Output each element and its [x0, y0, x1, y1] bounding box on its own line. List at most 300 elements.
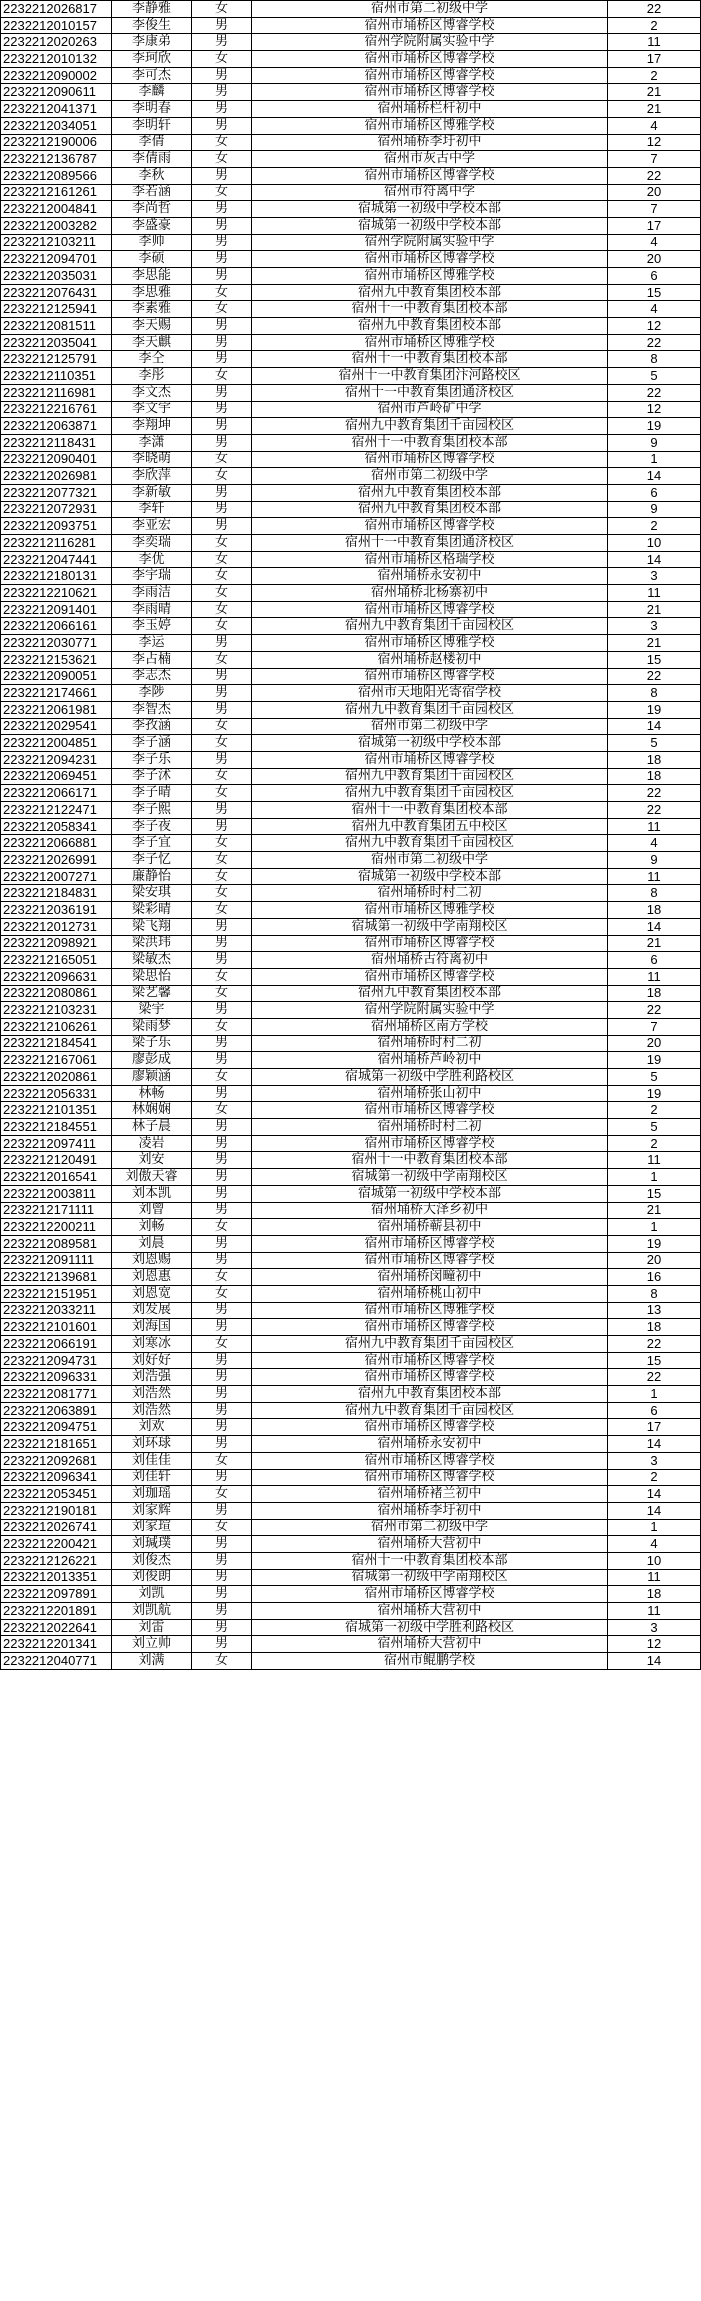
student-name-cell: 李明轩 — [112, 117, 192, 134]
class-number-cell: 1 — [608, 1519, 701, 1536]
school-cell: 宿州十一中教育集团汴河路校区 — [252, 368, 608, 385]
student-id-cell: 2232212090051 — [1, 668, 112, 685]
class-number-cell: 9 — [608, 434, 701, 451]
student-id-cell: 2232212098921 — [1, 935, 112, 952]
class-number-cell: 14 — [608, 1653, 701, 1670]
student-id-cell: 2232212072931 — [1, 501, 112, 518]
gender-cell: 男 — [192, 384, 252, 401]
class-number-cell: 19 — [608, 1052, 701, 1069]
school-cell: 宿城第一初级中学胜利路校区 — [252, 1619, 608, 1636]
class-number-cell: 22 — [608, 167, 701, 184]
gender-cell: 女 — [192, 968, 252, 985]
school-cell: 宿州市埇桥区博睿学校 — [252, 601, 608, 618]
gender-cell: 女 — [192, 301, 252, 318]
school-cell: 宿城第一初级中学校本部 — [252, 868, 608, 885]
table-row — [1, 51, 701, 68]
school-cell: 宿城第一初级中学胜利路校区 — [252, 1069, 608, 1086]
student-id-cell: 2232212118431 — [1, 434, 112, 451]
school-cell: 宿州九中教育集团校本部 — [252, 985, 608, 1002]
student-id-cell: 2232212174661 — [1, 685, 112, 702]
class-number-cell: 22 — [608, 802, 701, 819]
school-cell: 宿州埇桥永安初中 — [252, 1436, 608, 1453]
student-name-cell: 刘本凯 — [112, 1185, 192, 1202]
student-name-cell: 刘恩惠 — [112, 1269, 192, 1286]
student-name-cell: 梁雨梦 — [112, 1018, 192, 1035]
school-cell: 宿州九中教育集团千亩园校区 — [252, 768, 608, 785]
student-name-cell: 李子沭 — [112, 768, 192, 785]
gender-cell: 女 — [192, 651, 252, 668]
gender-cell: 男 — [192, 1603, 252, 1620]
class-number-cell: 18 — [608, 985, 701, 1002]
table-row — [1, 1619, 701, 1636]
class-number-cell: 6 — [608, 952, 701, 969]
student-id-cell: 2232212066161 — [1, 618, 112, 635]
table-row — [1, 351, 701, 368]
table-row — [1, 1469, 701, 1486]
class-number-cell: 8 — [608, 885, 701, 902]
class-number-cell: 18 — [608, 1586, 701, 1603]
gender-cell: 女 — [192, 184, 252, 201]
table-row — [1, 952, 701, 969]
student-id-cell: 2232212090611 — [1, 84, 112, 101]
gender-cell: 男 — [192, 1586, 252, 1603]
student-name-cell: 李倩 — [112, 134, 192, 151]
student-id-cell: 2232212058341 — [1, 818, 112, 835]
school-cell: 宿州学院附属实验中学 — [252, 34, 608, 51]
gender-cell: 男 — [192, 935, 252, 952]
student-name-cell: 廖彭成 — [112, 1052, 192, 1069]
gender-cell: 女 — [192, 885, 252, 902]
table-row — [1, 1119, 701, 1136]
student-id-cell: 2232212094731 — [1, 1352, 112, 1369]
student-id-cell: 2232212090002 — [1, 67, 112, 84]
student-name-cell: 刘好好 — [112, 1352, 192, 1369]
student-id-cell: 2232212101351 — [1, 1102, 112, 1119]
table-row — [1, 451, 701, 468]
table-row — [1, 1419, 701, 1436]
gender-cell: 男 — [192, 334, 252, 351]
table-row — [1, 685, 701, 702]
table-row — [1, 268, 701, 285]
school-cell: 宿州埇桥古符离初中 — [252, 952, 608, 969]
gender-cell: 男 — [192, 1636, 252, 1653]
table-row — [1, 318, 701, 335]
gender-cell: 女 — [192, 1219, 252, 1236]
gender-cell: 男 — [192, 1119, 252, 1136]
school-cell: 宿州十一中教育集团校本部 — [252, 301, 608, 318]
student-name-cell: 李思能 — [112, 268, 192, 285]
table-row — [1, 117, 701, 134]
class-number-cell: 21 — [608, 601, 701, 618]
gender-cell: 女 — [192, 985, 252, 1002]
gender-cell: 男 — [192, 1085, 252, 1102]
school-cell: 宿州市埇桥区博睿学校 — [252, 935, 608, 952]
table-row — [1, 1402, 701, 1419]
student-name-cell: 李子涵 — [112, 735, 192, 752]
student-name-cell: 刘寒冰 — [112, 1336, 192, 1353]
student-name-cell: 廖颖涵 — [112, 1069, 192, 1086]
class-number-cell: 19 — [608, 1235, 701, 1252]
table-row — [1, 1436, 701, 1453]
gender-cell: 男 — [192, 1419, 252, 1436]
table-row — [1, 1069, 701, 1086]
class-number-cell: 6 — [608, 268, 701, 285]
class-number-cell: 19 — [608, 1085, 701, 1102]
student-name-cell: 刘立帅 — [112, 1636, 192, 1653]
student-id-cell: 2232212089581 — [1, 1235, 112, 1252]
class-number-cell: 14 — [608, 918, 701, 935]
student-id-cell: 2232212092681 — [1, 1452, 112, 1469]
school-cell: 宿州市埇桥区博雅学校 — [252, 268, 608, 285]
gender-cell: 男 — [192, 1302, 252, 1319]
gender-cell: 男 — [192, 401, 252, 418]
school-cell: 宿州埇桥区南方学校 — [252, 1018, 608, 1035]
student-id-cell: 2232212116281 — [1, 535, 112, 552]
student-name-cell: 刘晨 — [112, 1235, 192, 1252]
table-row — [1, 1502, 701, 1519]
gender-cell: 男 — [192, 351, 252, 368]
class-number-cell: 1 — [608, 1169, 701, 1186]
student-id-cell: 2232212091401 — [1, 601, 112, 618]
table-row — [1, 101, 701, 118]
student-id-cell: 2232212167061 — [1, 1052, 112, 1069]
table-row — [1, 751, 701, 768]
table-row — [1, 768, 701, 785]
gender-cell: 男 — [192, 17, 252, 34]
class-number-cell: 2 — [608, 518, 701, 535]
table-row — [1, 201, 701, 218]
gender-cell: 男 — [192, 751, 252, 768]
school-cell: 宿州市埇桥区博睿学校 — [252, 1586, 608, 1603]
class-number-cell: 6 — [608, 484, 701, 501]
class-number-cell: 5 — [608, 735, 701, 752]
class-number-cell: 22 — [608, 1002, 701, 1019]
class-number-cell: 12 — [608, 134, 701, 151]
student-name-cell: 李素雅 — [112, 301, 192, 318]
gender-cell: 男 — [192, 1169, 252, 1186]
table-row — [1, 217, 701, 234]
student-id-cell: 2232212165051 — [1, 952, 112, 969]
class-number-cell: 10 — [608, 1552, 701, 1569]
gender-cell: 男 — [192, 952, 252, 969]
student-name-cell: 李子乐 — [112, 751, 192, 768]
class-number-cell: 11 — [608, 1152, 701, 1169]
school-cell: 宿州埇桥大营初中 — [252, 1636, 608, 1653]
school-cell: 宿州学院附属实验中学 — [252, 1002, 608, 1019]
class-number-cell: 21 — [608, 935, 701, 952]
table-row — [1, 535, 701, 552]
class-number-cell: 20 — [608, 1035, 701, 1052]
school-cell: 宿州市埇桥区博睿学校 — [252, 1252, 608, 1269]
school-cell: 宿州市埇桥区博雅学校 — [252, 635, 608, 652]
student-id-cell: 2232212007271 — [1, 868, 112, 885]
table-row — [1, 802, 701, 819]
school-cell: 宿州埇桥北杨寨初中 — [252, 585, 608, 602]
school-cell: 宿州市埇桥区博雅学校 — [252, 902, 608, 919]
school-cell: 宿州市埇桥区博雅学校 — [252, 334, 608, 351]
school-cell: 宿州市埇桥区博睿学校 — [252, 1469, 608, 1486]
student-id-cell: 2232212097891 — [1, 1586, 112, 1603]
student-id-cell: 2232212013351 — [1, 1569, 112, 1586]
gender-cell: 男 — [192, 251, 252, 268]
student-name-cell: 林子晨 — [112, 1119, 192, 1136]
table-row — [1, 718, 701, 735]
student-id-cell: 2232212216761 — [1, 401, 112, 418]
student-name-cell: 刘欢 — [112, 1419, 192, 1436]
student-id-cell: 2232212035041 — [1, 334, 112, 351]
table-row — [1, 651, 701, 668]
table-row — [1, 1135, 701, 1152]
table-row — [1, 1185, 701, 1202]
table-row — [1, 1552, 701, 1569]
student-id-cell: 2232212120491 — [1, 1152, 112, 1169]
student-id-cell: 2232212077321 — [1, 484, 112, 501]
school-cell: 宿州市埇桥区博睿学校 — [252, 1319, 608, 1336]
student-name-cell: 李陟 — [112, 685, 192, 702]
table-row — [1, 484, 701, 501]
table-row — [1, 852, 701, 869]
school-cell: 宿州市埇桥区博睿学校 — [252, 1419, 608, 1436]
student-id-cell: 2232212020861 — [1, 1069, 112, 1086]
student-id-cell: 2232212190181 — [1, 1502, 112, 1519]
class-number-cell: 9 — [608, 852, 701, 869]
class-number-cell: 4 — [608, 301, 701, 318]
school-cell: 宿州市埇桥区博睿学校 — [252, 1452, 608, 1469]
student-table-body — [1, 1, 701, 1670]
student-id-cell: 2232212003282 — [1, 217, 112, 234]
gender-cell: 男 — [192, 1386, 252, 1403]
gender-cell: 女 — [192, 368, 252, 385]
table-row — [1, 868, 701, 885]
table-row — [1, 284, 701, 301]
school-cell: 宿城第一初级中学校本部 — [252, 1185, 608, 1202]
school-cell: 宿州市埇桥区博睿学校 — [252, 51, 608, 68]
gender-cell: 女 — [192, 868, 252, 885]
gender-cell: 男 — [192, 1536, 252, 1553]
gender-cell: 女 — [192, 151, 252, 168]
school-cell: 宿州埇桥栏杆初中 — [252, 101, 608, 118]
school-cell: 宿州九中教育集团千亩园校区 — [252, 418, 608, 435]
table-row — [1, 1, 701, 18]
class-number-cell: 15 — [608, 1352, 701, 1369]
table-row — [1, 1486, 701, 1503]
class-number-cell: 11 — [608, 968, 701, 985]
school-cell: 宿州埇桥时村二初 — [252, 1119, 608, 1136]
table-row — [1, 1336, 701, 1353]
table-row — [1, 1519, 701, 1536]
student-name-cell: 刘俊杰 — [112, 1552, 192, 1569]
student-id-cell: 2232212180131 — [1, 568, 112, 585]
student-name-cell: 李盛豪 — [112, 217, 192, 234]
gender-cell: 男 — [192, 418, 252, 435]
table-row — [1, 618, 701, 635]
gender-cell: 男 — [192, 484, 252, 501]
student-name-cell: 李奕瑞 — [112, 535, 192, 552]
class-number-cell: 5 — [608, 368, 701, 385]
gender-cell: 男 — [192, 1185, 252, 1202]
student-name-cell: 廉静怡 — [112, 868, 192, 885]
gender-cell: 男 — [192, 685, 252, 702]
student-name-cell: 刘俊朗 — [112, 1569, 192, 1586]
student-id-cell: 2232212201891 — [1, 1603, 112, 1620]
school-cell: 宿州十一中教育集团通济校区 — [252, 384, 608, 401]
class-number-cell: 5 — [608, 1069, 701, 1086]
class-number-cell: 15 — [608, 1185, 701, 1202]
student-name-cell: 梁敏杰 — [112, 952, 192, 969]
school-cell: 宿州埇桥大营初中 — [252, 1536, 608, 1553]
student-id-cell: 2232212004851 — [1, 735, 112, 752]
student-name-cell: 刘环球 — [112, 1436, 192, 1453]
student-name-cell: 李孜涵 — [112, 718, 192, 735]
class-number-cell: 16 — [608, 1269, 701, 1286]
school-cell: 宿州市埇桥区博睿学校 — [252, 451, 608, 468]
student-name-cell: 李文宇 — [112, 401, 192, 418]
gender-cell: 男 — [192, 918, 252, 935]
school-cell: 宿州市鲲鹏学校 — [252, 1653, 608, 1670]
student-name-cell: 刘浩然 — [112, 1386, 192, 1403]
table-row — [1, 17, 701, 34]
school-cell: 宿州市埇桥区博睿学校 — [252, 1102, 608, 1119]
student-id-cell: 2232212034051 — [1, 117, 112, 134]
school-cell: 宿州埇桥芦岭初中 — [252, 1052, 608, 1069]
gender-cell: 女 — [192, 1336, 252, 1353]
school-cell: 宿城第一初级中学南翔校区 — [252, 918, 608, 935]
gender-cell: 女 — [192, 1269, 252, 1286]
school-cell: 宿州市埇桥区博睿学校 — [252, 1235, 608, 1252]
student-id-cell: 2232212091111 — [1, 1252, 112, 1269]
student-name-cell: 李子忆 — [112, 852, 192, 869]
student-id-cell: 2232212171111 — [1, 1202, 112, 1219]
student-id-cell: 2232212097411 — [1, 1135, 112, 1152]
student-id-cell: 2232212139681 — [1, 1269, 112, 1286]
class-number-cell: 6 — [608, 1402, 701, 1419]
class-number-cell: 20 — [608, 1252, 701, 1269]
gender-cell: 女 — [192, 535, 252, 552]
student-id-cell: 2232212200421 — [1, 1536, 112, 1553]
gender-cell: 男 — [192, 1252, 252, 1269]
table-row — [1, 1152, 701, 1169]
gender-cell: 女 — [192, 835, 252, 852]
school-cell: 宿州九中教育集团校本部 — [252, 318, 608, 335]
student-name-cell: 李天赐 — [112, 318, 192, 335]
gender-cell: 男 — [192, 501, 252, 518]
student-name-cell: 李天麒 — [112, 334, 192, 351]
class-number-cell: 4 — [608, 234, 701, 251]
student-id-cell: 2232212190006 — [1, 134, 112, 151]
class-number-cell: 20 — [608, 184, 701, 201]
class-number-cell: 18 — [608, 1319, 701, 1336]
student-name-cell: 刘浩然 — [112, 1402, 192, 1419]
class-number-cell: 12 — [608, 1636, 701, 1653]
class-number-cell: 21 — [608, 84, 701, 101]
student-id-cell: 2232212110351 — [1, 368, 112, 385]
table-row — [1, 1252, 701, 1269]
student-name-cell: 李欣萍 — [112, 468, 192, 485]
student-name-cell: 李可杰 — [112, 67, 192, 84]
student-id-cell: 2232212069451 — [1, 768, 112, 785]
gender-cell: 男 — [192, 1135, 252, 1152]
class-number-cell: 3 — [608, 568, 701, 585]
gender-cell: 女 — [192, 1653, 252, 1670]
gender-cell: 男 — [192, 1436, 252, 1453]
school-cell: 宿城第一初级中学南翔校区 — [252, 1569, 608, 1586]
gender-cell: 女 — [192, 551, 252, 568]
class-number-cell: 22 — [608, 334, 701, 351]
student-name-cell: 刘满 — [112, 1653, 192, 1670]
table-row — [1, 1319, 701, 1336]
gender-cell: 男 — [192, 1469, 252, 1486]
student-id-cell: 2232212094751 — [1, 1419, 112, 1436]
student-id-cell: 2232212161261 — [1, 184, 112, 201]
class-number-cell: 14 — [608, 468, 701, 485]
student-id-cell: 2232212210621 — [1, 585, 112, 602]
gender-cell: 男 — [192, 1569, 252, 1586]
student-name-cell: 李智杰 — [112, 701, 192, 718]
table-row — [1, 1452, 701, 1469]
table-row — [1, 1302, 701, 1319]
student-id-cell: 2232212200211 — [1, 1219, 112, 1236]
school-cell: 宿州市埇桥区博睿学校 — [252, 1135, 608, 1152]
school-cell: 宿城第一初级中学校本部 — [252, 217, 608, 234]
class-number-cell: 19 — [608, 701, 701, 718]
student-name-cell: 林娴娴 — [112, 1102, 192, 1119]
class-number-cell: 8 — [608, 1285, 701, 1302]
table-row — [1, 384, 701, 401]
school-cell: 宿城第一初级中学校本部 — [252, 735, 608, 752]
table-row — [1, 67, 701, 84]
table-row — [1, 1269, 701, 1286]
student-name-cell: 李尚哲 — [112, 201, 192, 218]
class-number-cell: 18 — [608, 768, 701, 785]
student-name-cell: 李康弟 — [112, 34, 192, 51]
student-name-cell: 李文杰 — [112, 384, 192, 401]
gender-cell: 男 — [192, 67, 252, 84]
school-cell: 宿州市埇桥区博睿学校 — [252, 751, 608, 768]
student-id-cell: 2232212063871 — [1, 418, 112, 435]
class-number-cell: 9 — [608, 501, 701, 518]
student-id-cell: 2232212201341 — [1, 1636, 112, 1653]
student-id-cell: 2232212116981 — [1, 384, 112, 401]
student-name-cell: 李麟 — [112, 84, 192, 101]
gender-cell: 男 — [192, 1402, 252, 1419]
gender-cell: 男 — [192, 701, 252, 718]
table-row — [1, 1285, 701, 1302]
class-number-cell: 22 — [608, 785, 701, 802]
student-name-cell: 李俊生 — [112, 17, 192, 34]
student-name-cell: 刘瑊璞 — [112, 1536, 192, 1553]
class-number-cell: 20 — [608, 251, 701, 268]
student-name-cell: 刘佳佳 — [112, 1452, 192, 1469]
class-number-cell: 21 — [608, 635, 701, 652]
school-cell: 宿州九中教育集团千亩园校区 — [252, 1402, 608, 1419]
table-row — [1, 585, 701, 602]
table-row — [1, 1219, 701, 1236]
student-name-cell: 李雨洁 — [112, 585, 192, 602]
gender-cell: 男 — [192, 1002, 252, 1019]
class-number-cell: 7 — [608, 201, 701, 218]
student-id-cell: 2232212004841 — [1, 201, 112, 218]
school-cell: 宿州市第二初级中学 — [252, 718, 608, 735]
school-cell: 宿州市埇桥区博睿学校 — [252, 1352, 608, 1369]
student-name-cell: 李秋 — [112, 167, 192, 184]
class-number-cell: 1 — [608, 1219, 701, 1236]
school-cell: 宿州市埇桥区格瑞学校 — [252, 551, 608, 568]
school-cell: 宿州市符离中学 — [252, 184, 608, 201]
student-id-cell: 2232212022641 — [1, 1619, 112, 1636]
table-row — [1, 134, 701, 151]
student-name-cell: 刘傲天睿 — [112, 1169, 192, 1186]
table-row — [1, 1569, 701, 1586]
